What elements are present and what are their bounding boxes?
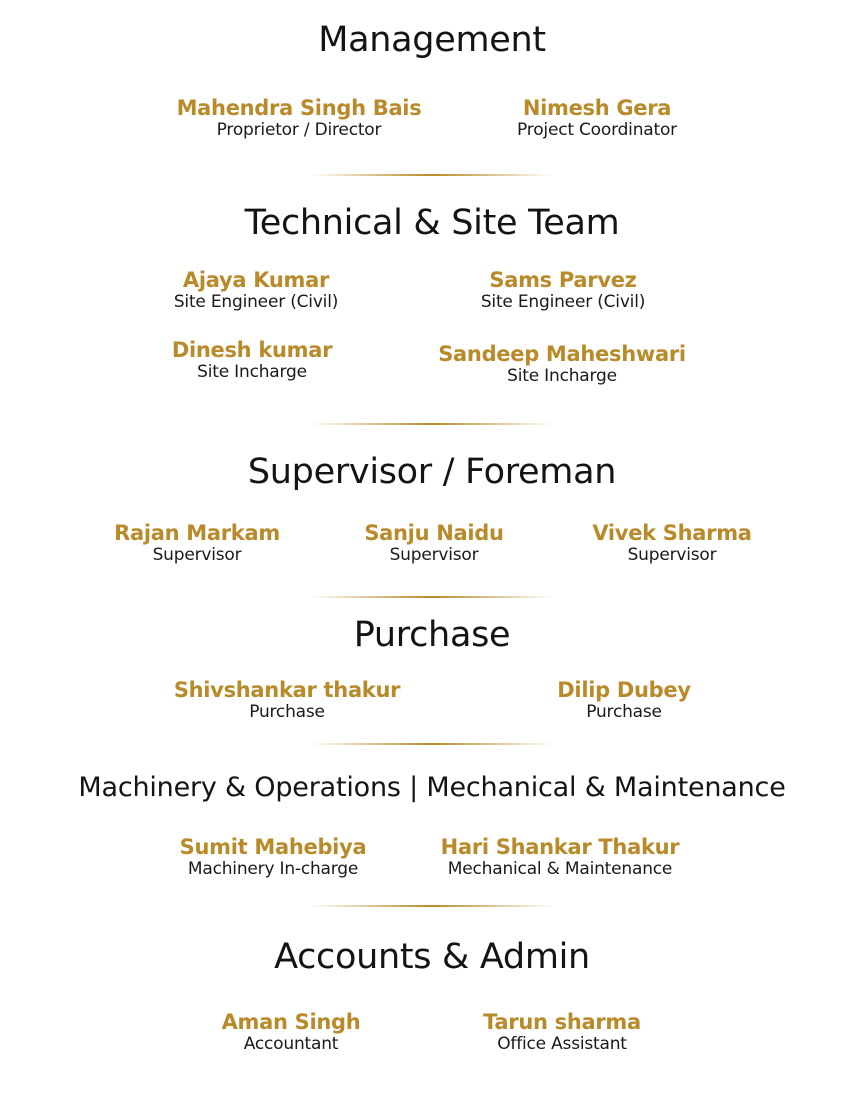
section-title-accounts: Accounts & Admin (274, 937, 590, 977)
section-title-machinery: Machinery & Operations | Mechanical & Maintenance (78, 772, 786, 803)
member-card (172, 338, 332, 382)
member-name: Mahendra Singh Bais (176, 96, 422, 120)
member-card (364, 521, 503, 565)
member-role: Purchase (586, 702, 662, 722)
member-card (592, 521, 751, 565)
member-role: Proprietor / Director (216, 120, 382, 140)
member-role: Site Incharge (197, 362, 307, 382)
member-card (114, 521, 280, 565)
member-role: Mechanical & Maintenance (447, 859, 673, 879)
section-divider (310, 423, 554, 425)
member-name: Sanju Naidu (364, 521, 504, 545)
member-name: Sumit Mahebiya (179, 835, 367, 859)
member-name: Aman Singh (221, 1010, 361, 1034)
section-title-technical: Technical & Site Team (244, 203, 620, 243)
member-role: Accountant (243, 1034, 339, 1054)
section-divider (310, 905, 554, 907)
member-name: Sandeep Maheshwari (438, 342, 686, 366)
member-role: Supervisor (152, 545, 242, 565)
member-card (481, 268, 645, 312)
member-name: Dinesh kumar (171, 338, 333, 362)
member-role: Machinery In-charge (187, 859, 359, 879)
member-name: Tarun sharma (483, 1010, 641, 1034)
member-card (483, 1010, 641, 1054)
section-divider (310, 743, 554, 745)
section-title-supervisor: Supervisor / Foreman (247, 452, 617, 492)
member-name: Vivek Sharma (592, 521, 752, 545)
member-name: Ajaya Kumar (182, 268, 330, 292)
member-name: Nimesh Gera (522, 96, 672, 120)
member-role: Site Engineer (Civil) (480, 292, 646, 312)
section-divider (310, 174, 554, 176)
member-role: Purchase (249, 702, 325, 722)
member-card (174, 268, 338, 312)
member-card (557, 678, 690, 722)
member-role: Project Coordinator (517, 120, 677, 140)
member-name: Dilip Dubey (557, 678, 691, 702)
member-card (441, 835, 680, 879)
member-role: Site Engineer (Civil) (173, 292, 339, 312)
member-card (517, 96, 677, 140)
member-role: Site Incharge (507, 366, 617, 386)
member-card (177, 96, 422, 140)
member-card (222, 1010, 361, 1054)
section-title-management: Management (318, 20, 546, 60)
member-card (180, 835, 367, 879)
member-role: Supervisor (627, 545, 717, 565)
section-divider (310, 596, 554, 598)
member-role: Office Assistant (497, 1034, 627, 1054)
member-card (174, 678, 400, 722)
member-role: Supervisor (389, 545, 479, 565)
section-title-purchase: Purchase (353, 615, 511, 655)
member-name: Rajan Markam (114, 521, 280, 545)
member-name: Hari Shankar Thakur (440, 835, 680, 859)
member-card (438, 342, 686, 386)
member-name: Sams Parvez (489, 268, 637, 292)
member-name: Shivshankar thakur (173, 678, 401, 702)
